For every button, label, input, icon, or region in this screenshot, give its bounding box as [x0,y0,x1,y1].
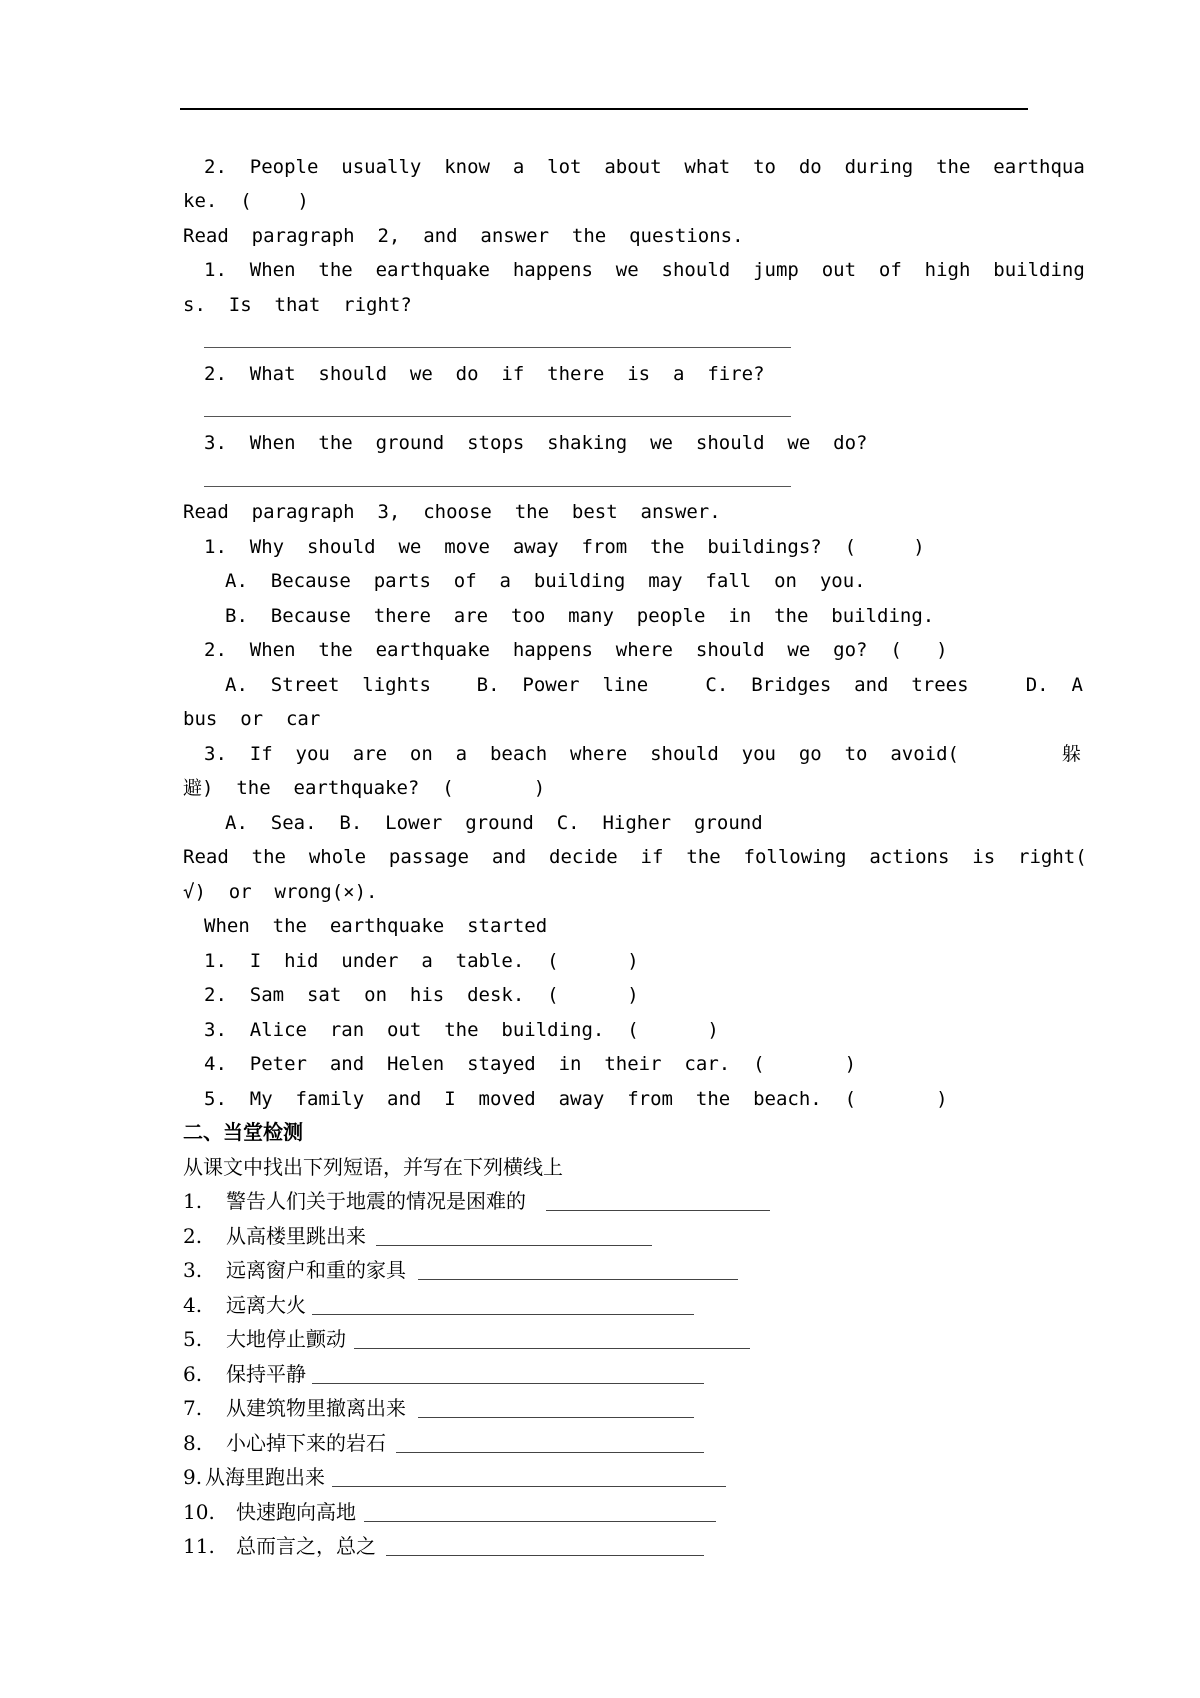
question-2-line-1: 2. People usually know a lot about what to do during the earthqua [204,156,1085,178]
paragraph-2-question-1-line-1: 1. When the earthquake happens we should jump out of high building [204,259,1085,281]
action-item: 5. My family and I moved away from the beach. ( ) [204,1088,948,1110]
whole-passage-heading-line-1: Read the whole passage and decide if the following actions is right( [183,846,1087,868]
paragraph-2-question-3: 3. When the ground stops shaking we should we do? [204,432,868,454]
phrase-text: 大地停止颤动 [226,1327,346,1351]
section-instruction: 从课文中找出下列短语，并写在下列横线上 [183,1155,563,1179]
phrase-text: 远离大火 [226,1293,306,1317]
phrase-text: 小心掉下来的岩石 [226,1431,386,1455]
action-item: 3. Alice ran out the building. ( ) [204,1019,719,1041]
phrase-number: 9. [183,1465,203,1489]
earthquake-started-label: When the earthquake started [204,915,548,937]
blank-line[interactable] [418,1279,738,1280]
phrase-text: 从建筑物里撤离出来 [226,1396,406,1420]
blank-line[interactable] [546,1210,770,1211]
paragraph-2-question-2: 2. What should we do if there is a fire? [204,363,765,385]
phrase-text: 从海里跑出来 [205,1465,325,1489]
phrase-text: 保持平静 [226,1362,306,1386]
blank-line[interactable] [418,1417,694,1418]
phrase-number: 4. [183,1293,203,1317]
phrase-text: 快速跑向高地 [236,1500,356,1524]
phrase-text: 从高楼里跳出来 [226,1224,366,1248]
answer-line[interactable] [204,416,791,417]
action-item: 4. Peter and Helen stayed in their car. ( ) [204,1053,857,1075]
paragraph-3-question-3-line-2: 避) the earthquake? ( ) [183,777,546,799]
phrase-number: 3. [183,1258,203,1282]
whole-passage-heading-line-2: √) or wrong(×). [183,881,378,903]
paragraph-3-question-1-option-b: B. Because there are too many people in the building. [225,605,935,627]
phrase-number: 10. [183,1500,215,1524]
blank-line[interactable] [354,1348,750,1349]
paragraph-3-question-2-options-line-2: bus or car [183,708,321,730]
answer-line[interactable] [204,486,791,487]
paragraph-2-heading: Read paragraph 2, and answer the questions. [183,225,744,247]
blank-line[interactable] [312,1383,704,1384]
phrase-number: 1. [183,1189,203,1213]
paragraph-3-question-2: 2. When the earthquake happens where should we go? ( ) [204,639,948,661]
phrase-number: 5. [183,1327,203,1351]
paragraph-2-question-1-line-2: s. Is that right? [183,294,412,316]
phrase-text: 总而言之，总之 [236,1534,376,1558]
header-rule [180,108,1028,110]
paragraph-3-question-1: 1. Why should we move away from the buildings? ( ) [204,536,925,558]
blank-line[interactable] [396,1452,704,1453]
phrase-number: 11. [183,1534,215,1558]
paragraph-3-question-3-options: A. Sea. B. Lower ground C. Higher ground [225,812,763,834]
phrase-number: 2. [183,1224,203,1248]
paragraph-3-question-3-line-1: 3. If you are on a beach where should you go to avoid( 躲 [204,743,1081,765]
question-2-line-2: ke. ( ) [183,190,309,212]
phrase-number: 7. [183,1396,203,1420]
phrase-text: 远离窗户和重的家具 [226,1258,406,1282]
phrase-number: 8. [183,1431,203,1455]
blank-line[interactable] [376,1245,652,1246]
answer-line[interactable] [204,347,791,348]
blank-line[interactable] [332,1486,726,1487]
paragraph-3-question-2-options-line-1: A. Street lights B. Power line C. Bridges and trees D. A [225,674,1083,696]
paragraph-3-question-1-option-a: A. Because parts of a building may fall on you. [225,570,866,592]
blank-line[interactable] [364,1521,716,1522]
phrase-text: 警告人们关于地震的情况是困难的 [226,1189,526,1213]
phrase-number: 6. [183,1362,203,1386]
action-item: 2. Sam sat on his desk. ( ) [204,984,639,1006]
blank-line[interactable] [386,1555,704,1556]
action-item: 1. I hid under a table. ( ) [204,950,639,972]
blank-line[interactable] [312,1314,694,1315]
section-title: 二、当堂检测 [183,1120,303,1144]
paragraph-3-heading: Read paragraph 3, choose the best answer. [183,501,721,523]
